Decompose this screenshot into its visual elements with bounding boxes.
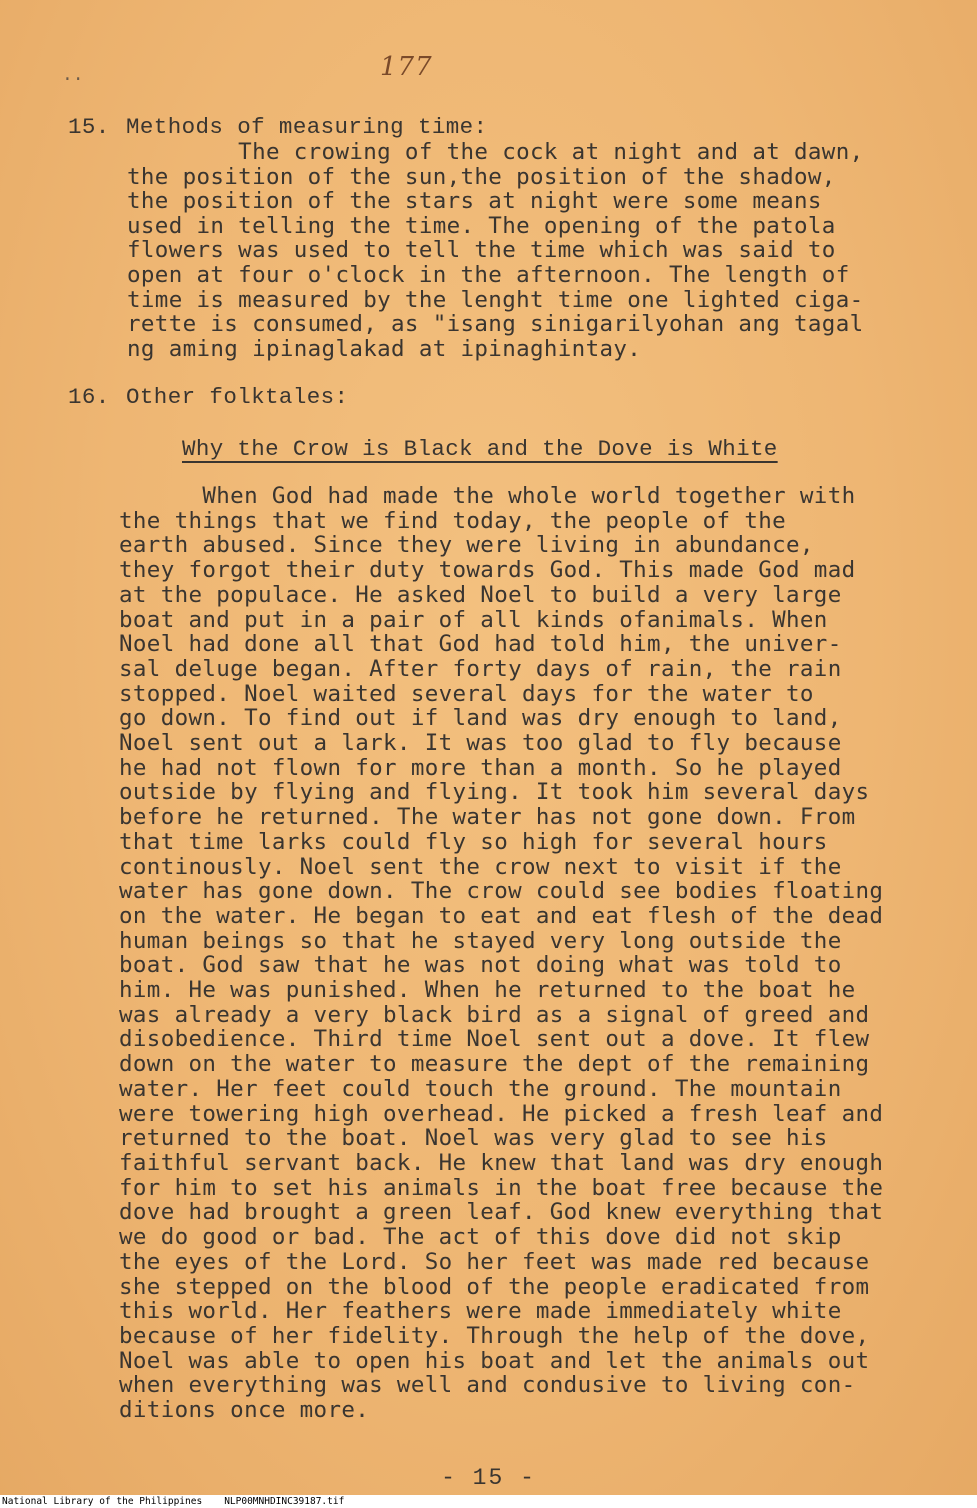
section-16-heading — [68, 384, 348, 410]
section-15-heading — [68, 114, 487, 140]
story-title: Why the Crow is Black and the Dove is White — [182, 436, 778, 462]
page-number-handwritten: 177 — [380, 52, 433, 82]
archive-caption — [0, 1495, 977, 1508]
section-title: Other folktales: — [126, 384, 349, 410]
section-number: 15. — [68, 114, 110, 140]
section-15-body: The crowing of the cock at night and at dawn, the position of the sun,the position of the shadow, the position of the stars at night were some means used in telling the time. The opening of the patola flowers was used to tell the time which was said to open at four o'clock in the afternoon. The length of time is measured by the lenght time one lighted ciga- rette is consumed, as "isang sinigarilyohan ang tagal ng aming ipinaglakad at ipinaghintay. — [127, 139, 864, 362]
section-title: Methods of measuring time: — [126, 114, 488, 140]
archive-filename: NLP00MNHDINC39187.tif — [224, 1496, 345, 1507]
section-number: 16. — [68, 384, 110, 410]
story-body: When God had made the whole world together with the things that we find today, the people of the earth abused. Since they were living in abundance, they forgot their duty towards God. This made God mad at the populace. He asked Noel to build a very large boat and put in a pair of all kinds ofanimals. When Noel had done all that God had told him, the univer- sal deluge began. After forty days of rain, the rain stopped. Noel waited several days for the water to go down. To find out if land was dry enough to land, Noel sent out a lark. It was too glad to fly because he had not flown for more than a month. So he played outside by flying and flying. It took him several days before he returned. The water has not gone down. From that time larks could fly so high for several hours continously. Noel sent the crow next to visit if the water has gone down. The crow could see bodies floating on the water. He began to eat and eat flesh of the dead human beings so that he stayed very long outside the boat. God saw that he was not doing what was told to him. He was punished. When he returned to the boat he was already a very black bird as a signal of greed and disobedience. Third time Noel sent out a dove. It flew down on the water to measure the dept of the remaining water. Her feet could touch the ground. The mountain were towering high overhead. He picked a fresh leaf and returned to the boat. Noel was very glad to see his faithful servant back. He knew that land was dry enough for him to set his animals in the boat free because the dove had brought a green leaf. God knew everything that we do good or bad. The act of this dove did not skip the eyes of the Lord. So her feet was made red because she stepped on the blood of the people eradicated from this world. Her feathers were made immediately white because of her fidelity. Through the help of the dove, Noel was able to open his boat and let the animals out when everything was well and condusive to living con- ditions once more. — [119, 483, 884, 1424]
archive-library: National Library of the Philippines — [2, 1496, 203, 1507]
margin-dots: .. — [62, 66, 84, 86]
page-footer-number: - 15 - — [441, 1465, 536, 1491]
